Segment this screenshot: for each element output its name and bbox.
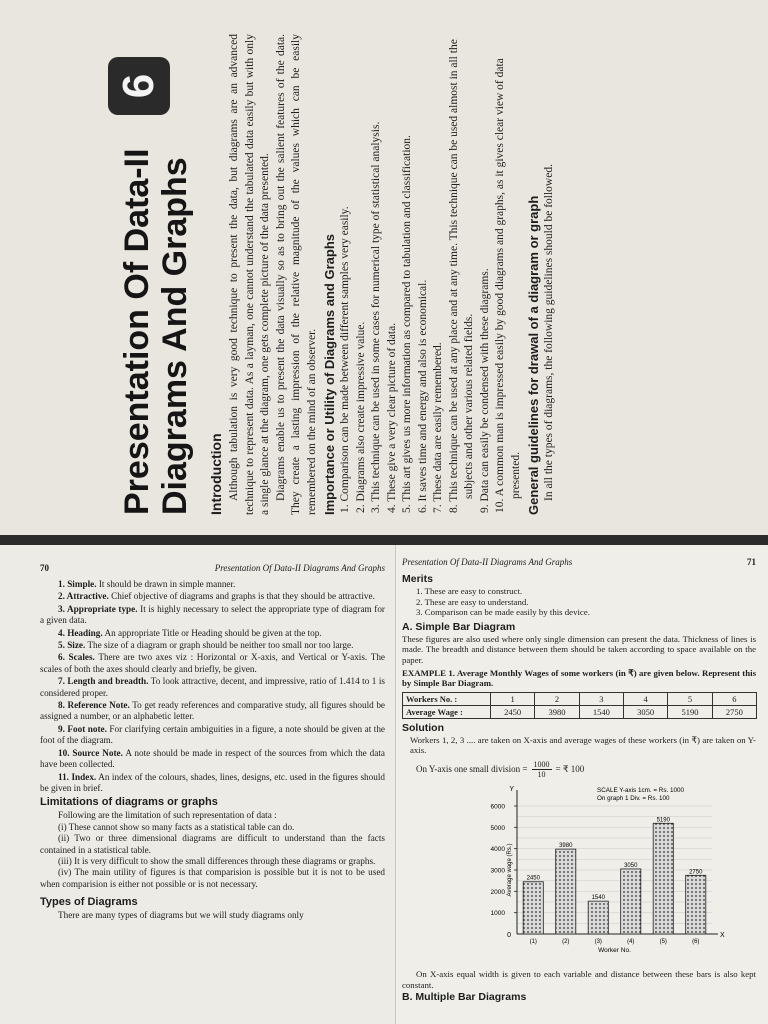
x-tick-label: (6)	[692, 938, 700, 945]
guideline-item	[40, 652, 385, 675]
multiple-bar-heading: B. Multiple Bar Diagrams	[402, 991, 527, 1004]
guideline-lead: 7. Length and breadth.	[58, 676, 149, 687]
table-cell: 5	[668, 692, 712, 705]
formula-numerator: 1000	[533, 759, 550, 769]
right-running-header	[402, 557, 756, 567]
guideline-item	[40, 591, 385, 602]
right-page-number: 71	[747, 557, 756, 567]
importance-item: 3. This technique can be used in some cases for numerical type of statistical analysis.	[370, 121, 382, 513]
bar-value-label: 5190	[656, 817, 670, 824]
bar-value-label: 1540	[591, 895, 605, 902]
guideline-text: An index of the colours, shades, lines, designs, etc. used in the figures should be given in brief.	[40, 771, 385, 793]
x-tick-label: (2)	[562, 938, 570, 945]
formula-denominator: 10	[537, 769, 546, 779]
solution-text: Workers 1, 2, 3 .... are taken on X-axis and average wages of these workers (in ₹) are taken on Y-axis.	[410, 734, 756, 756]
merit-item: 1. These are easy to construct.	[416, 586, 523, 596]
guideline-lead: 3. Appropriate type.	[58, 603, 138, 614]
scale-formula	[416, 760, 756, 779]
left-page	[0, 545, 395, 1024]
guideline-lead: 4. Heading.	[58, 627, 103, 638]
guideline-lead: 6. Scales.	[58, 652, 95, 663]
guideline-text: To get ready references and comparative study, all figures should be assigned a number, or an alphabetic letter.	[40, 700, 385, 722]
guideline-lead: 9. Foot note.	[58, 723, 107, 734]
table-cell: 6	[712, 692, 756, 705]
y-axis-label: Average wage (Rs.)	[507, 843, 513, 897]
formula-lead: On Y-axis one small division =	[416, 764, 528, 775]
guideline-text: A note should be made in respect of the sources from which the data have been collected.	[40, 747, 385, 770]
guideline-item	[40, 604, 385, 627]
scale-annotation: On graph 1 Div. = Rs. 100	[597, 794, 670, 802]
guideline-text: To look attractive, decent, and impressive, ratio of 1.414 to 1 is considered proper.	[40, 676, 385, 698]
guideline-items	[40, 579, 385, 794]
types-text: There are many types of diagrams but we will study diagrams only	[58, 910, 304, 921]
bar-value-label: 2750	[689, 869, 703, 876]
guideline-item	[40, 772, 385, 795]
importance-item: 10. A common man is impressed easily by good diagrams and graphs, as it gives clear view of data presented.	[494, 58, 522, 513]
origin-label: 0	[507, 931, 511, 939]
solution-heading: Solution	[402, 721, 444, 734]
guideline-item	[40, 676, 385, 699]
limitation-item: (iv) The main utility of figures is that comparision is possible but it is not to be used when comparision is either not possible or is not necessary.	[40, 867, 385, 889]
importance-item: 1. Comparison can be made between different samples very easily.	[339, 206, 351, 513]
left-page-number: 70	[40, 563, 49, 573]
x-axis-end-label: X	[720, 931, 725, 939]
simple-bar-heading: A. Simple Bar Diagram	[402, 620, 516, 633]
guidelines-paragraph: In all the types of diagrams, the following guidelines should be followed.	[543, 164, 555, 501]
table-row	[403, 705, 757, 718]
types-heading: Types of Diagrams	[40, 896, 138, 909]
merits-list	[402, 586, 756, 618]
guideline-text: An appropriate Title or Heading should be given at the top.	[102, 627, 322, 638]
x-tick-label: (5)	[659, 938, 667, 945]
table-cell: 3	[579, 692, 623, 705]
bar-chart	[402, 782, 757, 962]
x-axis-label: Worker No.	[598, 946, 631, 954]
limitation-item: (ii) Two or three dimensional diagrams are difficult to understand than the facts contained in a statistical table.	[40, 833, 385, 855]
right-page	[395, 545, 768, 1024]
table-cell: 3980	[535, 705, 579, 718]
guideline-text: The size of a diagram or graph should be neither too small nor too large.	[85, 640, 354, 651]
intro-paragraph-1: Although tabulation is very good technique to present the data, but diagrams are an advanced technique to represent data. As a layman, one cannot understand the tabulated data easily but with only a single glance at the diagram, one gets complete picture of the data presented.	[228, 34, 271, 515]
y-tick-label: 5000	[490, 824, 505, 832]
left-running-head-text: Presentation Of Data-II Diagrams And Graphs	[214, 563, 385, 573]
merit-item: 3. Comparison can be made easily by this device.	[416, 607, 590, 618]
x-tick-label: (3)	[594, 938, 602, 945]
intro-heading: Introduction	[208, 433, 224, 515]
limitation-item: (i) These cannot show so many facts as a statistical table can do.	[58, 821, 295, 832]
scale-annotation: SCALE Y-axis 1cm. = Rs. 1000	[597, 786, 684, 794]
bar	[653, 823, 673, 934]
guideline-lead: 10. Source Note.	[58, 747, 123, 758]
y-tick-label: 6000	[490, 803, 505, 811]
y-axis-end-label: Y	[509, 785, 514, 793]
chapter-header	[114, 34, 206, 515]
guideline-text: There are two axes viz : Horizontal or X-axis, and Vertical or Y-axis. The scales of both the axes should clearly and briefly, be given.	[40, 652, 385, 674]
bar-value-label: 3980	[559, 843, 573, 850]
guideline-item	[40, 640, 385, 651]
limitations-intro: Following are the limitation of such representation of data :	[58, 810, 277, 821]
importance-heading: Importance or Utility of Diagrams and Graphs	[322, 234, 337, 515]
after-chart-text: On X-axis equal width is given to each variable and distance between these bars is also kept constant.	[402, 968, 756, 990]
left-running-header	[40, 563, 385, 573]
table-cell: 2750	[712, 705, 756, 718]
example-text: EXAMPLE 1. Average Monthly Wages of some workers (in ₹) are given below. Represent this by Simple Bar Diagram.	[402, 667, 756, 689]
guidelines-heading: General guidelines for drawal of a diagram or graph	[526, 195, 541, 515]
x-tick-label: (1)	[529, 938, 537, 945]
importance-item: 2. Diagrams also create impressive value.	[354, 321, 367, 513]
table-cell: 4	[623, 692, 667, 705]
guideline-text: It should be drawn in simple manner.	[96, 579, 236, 589]
guideline-item	[40, 700, 385, 723]
bar-chart-container	[402, 782, 756, 967]
importance-item: 4. These give a very clear picture of data.	[385, 322, 398, 513]
wage-table	[402, 692, 757, 719]
table-row-label: Average Wage :	[403, 705, 491, 718]
table-cell: 3050	[623, 705, 667, 718]
bar	[523, 882, 543, 934]
guideline-item	[40, 748, 385, 771]
guideline-lead: 8. Reference Note.	[58, 700, 130, 711]
importance-item: 9. Data can easily be condensed with these diagrams.	[478, 268, 491, 513]
y-tick-label: 3000	[490, 867, 505, 875]
top-page-content	[108, 20, 555, 525]
guideline-text: Chief objective of diagrams and graphs is that they should be attractive.	[108, 591, 375, 602]
bar	[686, 875, 706, 934]
importance-item: 8. This technique can be used at any place and at any time. This technique can be used almost in all the subjects and other various related fields.	[447, 39, 475, 513]
importance-list	[338, 34, 524, 515]
merits-heading: Merits	[402, 573, 433, 585]
table-cell: 2450	[491, 705, 535, 718]
importance-item: 7. These data are easily remembered.	[432, 342, 444, 513]
bar	[621, 869, 641, 934]
x-tick-label: (4)	[627, 938, 635, 945]
guideline-item	[40, 724, 385, 747]
simple-bar-text: These figures are also used where only single dimension can present the data. Thickness of lines is made. The breadth and distance between them should be taken according to space available on the paper.	[402, 633, 756, 665]
bar-value-label: 2450	[526, 875, 540, 882]
formula-result: = ₹ 100	[555, 763, 585, 774]
table-cell: 2	[535, 692, 579, 705]
guideline-text: For clarifying certain ambiguities in a figure, a note should be given at the foot of the diagram.	[40, 723, 385, 746]
table-cell: 5190	[668, 705, 712, 718]
table-cell: 1	[491, 692, 535, 705]
importance-item: 6. It saves time and energy and also is economical.	[416, 279, 429, 513]
intro-paragraph-2: Diagrams enable us to present the data visually so as to bring out the salient features of the data. They create a lasting impression of the relative magnitude of the values which can be easily remembered on the mind of an observer.	[274, 34, 318, 515]
guideline-lead: 2. Attractive.	[58, 591, 109, 602]
guideline-text: It is highly necessary to select the appropriate type of diagram for a given data.	[40, 603, 385, 626]
guideline-lead: 11. Index.	[58, 771, 97, 782]
guideline-item	[40, 579, 385, 590]
merit-item: 2. These are easy to understand.	[416, 596, 529, 607]
importance-item: 5. This art gives us more information as compared to tabulation and classification.	[401, 135, 413, 513]
chapter-title: Presentation Of Data-II Diagrams And Graphs	[118, 148, 194, 515]
limitations-heading: Limitations of diagrams or graphs	[40, 796, 218, 809]
y-tick-label: 1000	[490, 910, 505, 918]
guideline-lead: 1. Simple.	[58, 579, 97, 589]
guideline-lead: 5. Size.	[58, 640, 86, 651]
formula-fraction	[532, 760, 552, 779]
table-row	[403, 692, 757, 705]
bar	[556, 849, 576, 934]
guideline-item	[40, 628, 385, 639]
bar-value-label: 3050	[624, 862, 638, 869]
y-tick-label: 4000	[490, 846, 505, 854]
limitation-item: (iii) It is very difficult to show the small differences through these diagrams or graphs.	[58, 855, 376, 866]
bar	[588, 901, 608, 934]
table-cell: 1540	[579, 705, 623, 718]
y-tick-label: 2000	[490, 888, 505, 896]
chapter-number-badge: 6	[108, 57, 170, 115]
table-row-label: Workers No. :	[403, 692, 491, 705]
right-running-head-text: Presentation Of Data-II Diagrams And Graphs	[402, 557, 573, 567]
